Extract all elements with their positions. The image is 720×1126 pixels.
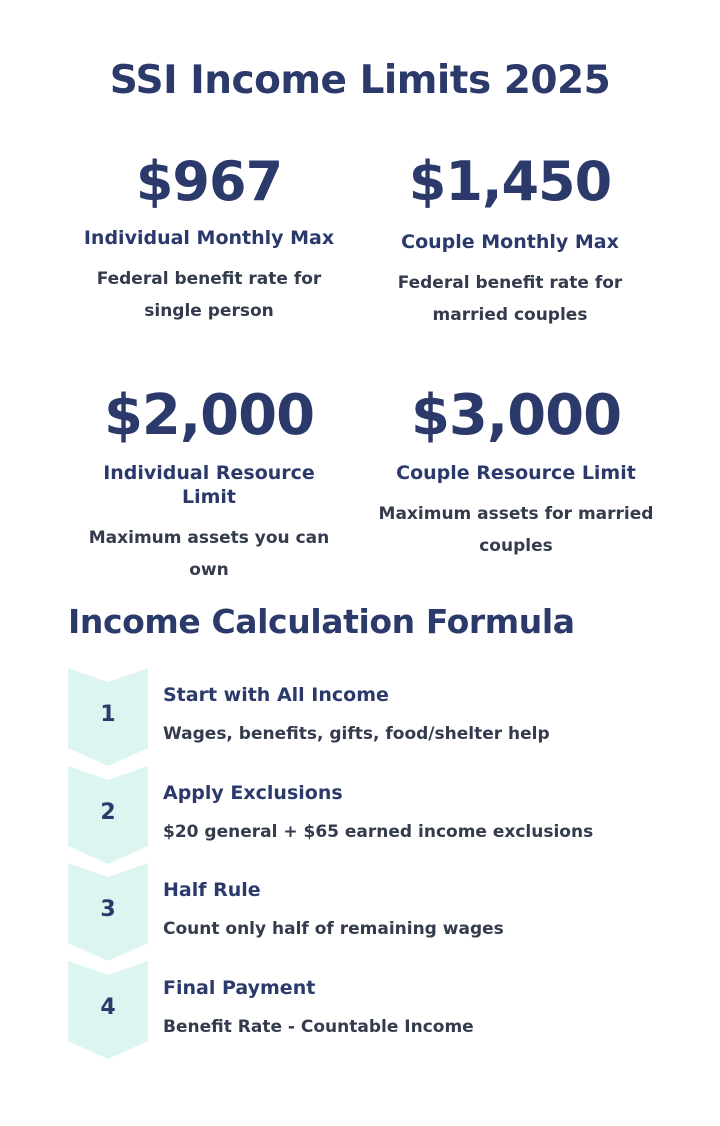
stat-amount: $3,000 [410,383,622,448]
stat-label: Couple Resource Limit [396,462,636,484]
page-title: SSI Income Limits 2025 [109,58,611,103]
stat-card-couple-monthly-max [372,150,648,331]
formula-step-3 [68,863,668,961]
step-description: Count only half of remaining wages [163,919,504,939]
step-number: 3 [100,897,116,922]
stat-label: Couple Monthly Max [401,231,619,253]
step-description: Benefit Rate - Countable Income [163,1017,474,1037]
formula-step-2 [68,766,668,864]
step-number: 1 [100,702,116,727]
step-description: $20 general + $65 earned income exclusions [163,822,594,842]
step-number: 4 [100,995,116,1020]
stat-label: Individual Resource Limit [103,462,315,508]
stat-label: Individual Monthly Max [83,227,335,249]
step-heading: Half Rule [163,879,261,901]
stat-description: Maximum assets you can own [88,527,330,580]
stat-amount: $1,450 [408,150,612,213]
stat-amount: $2,000 [103,383,315,448]
stat-description: Maximum assets for married couples [378,503,654,557]
formula-step-4 [68,961,668,1059]
stat-amount: $967 [135,150,283,213]
stat-card-individual-monthly-max [80,150,338,327]
step-heading: Final Payment [163,977,316,999]
step-heading: Apply Exclusions [163,782,343,804]
step-number: 2 [100,800,116,825]
stat-card-individual-resource-limit [80,383,338,586]
step-description: Wages, benefits, gifts, food/shelter help [163,724,550,744]
step-heading: Start with All Income [163,684,389,706]
stat-card-couple-resource-limit [370,383,662,562]
formula-section-title: Income Calculation Formula [68,602,575,641]
stat-description: Federal benefit rate for single person [96,268,322,322]
stat-description: Federal benefit rate for married couples [397,272,623,326]
formula-step-1 [68,668,668,766]
